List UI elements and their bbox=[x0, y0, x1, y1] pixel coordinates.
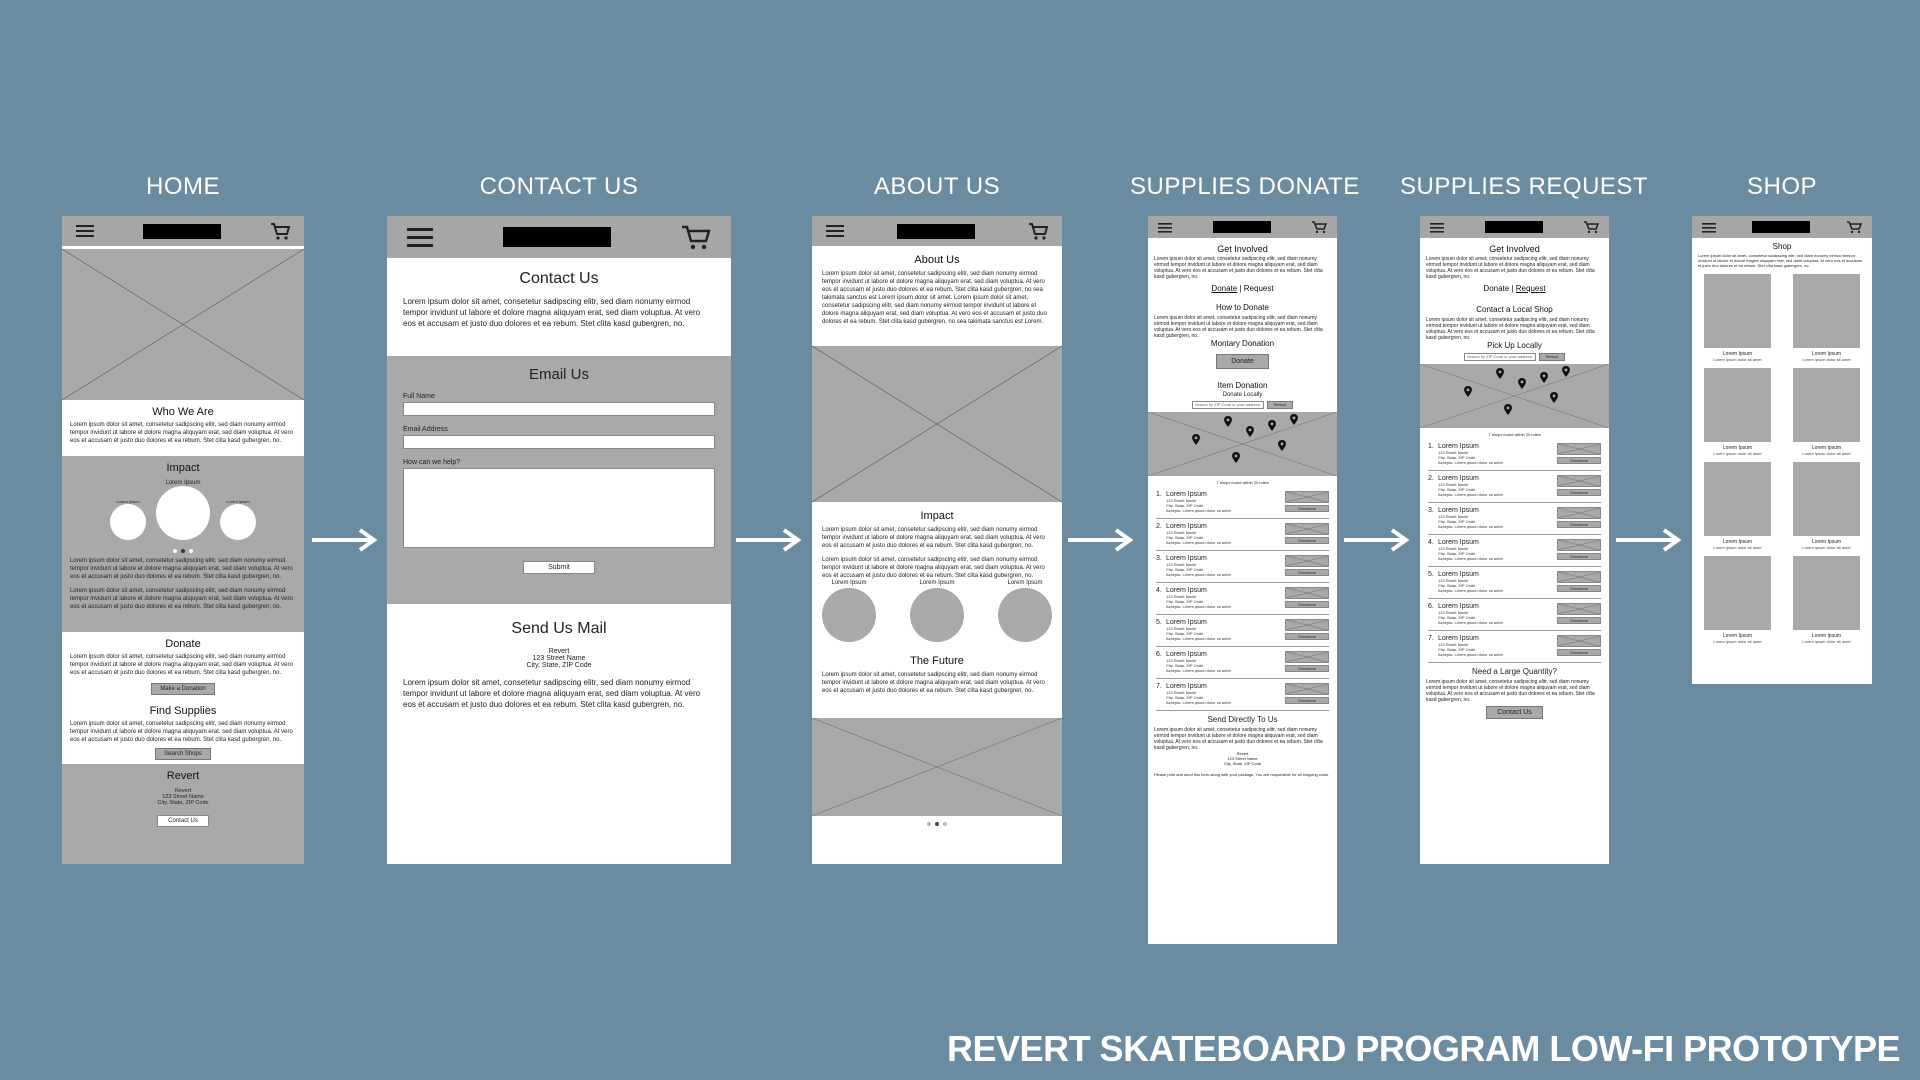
shop-city: City, State, ZIP Code bbox=[1438, 455, 1476, 460]
email-form bbox=[387, 356, 731, 604]
directions-button[interactable]: Directions bbox=[1285, 633, 1329, 640]
shop-image-placeholder bbox=[1285, 555, 1329, 567]
shop-image-placeholder bbox=[1557, 635, 1601, 647]
product-description: Lorem ipsum dolor sit amet bbox=[1802, 639, 1851, 644]
logo[interactable] bbox=[1485, 221, 1543, 233]
shop-street: 123 Street Name bbox=[1166, 626, 1197, 631]
find-supplies-heading: Find Supplies bbox=[149, 705, 217, 717]
product-card[interactable] bbox=[1704, 556, 1771, 644]
shop-accepts: Accepts: Lorem ipsum dolor sit amet bbox=[1438, 652, 1503, 657]
product-description: Lorem ipsum dolor sit amet bbox=[1713, 639, 1762, 644]
product-card[interactable] bbox=[1704, 368, 1771, 456]
list-item-number: 6. bbox=[1428, 603, 1434, 610]
logo[interactable] bbox=[503, 227, 611, 247]
product-description: Lorem ipsum dolor sit amet bbox=[1713, 357, 1762, 362]
product-card[interactable] bbox=[1793, 462, 1860, 550]
shop-city: City, State, ZIP Code bbox=[1166, 599, 1204, 604]
address-name: Revert bbox=[1236, 751, 1249, 756]
map-pin-icon[interactable] bbox=[1246, 426, 1254, 437]
directions-button[interactable]: Directions bbox=[1557, 553, 1601, 560]
product-image-placeholder[interactable] bbox=[1793, 274, 1860, 348]
full-name-label: Full Name bbox=[403, 393, 435, 400]
arrow-icon bbox=[734, 528, 804, 552]
contact-intro-text: Lorem ipsum dolor sit amet, consetetur sadipscing elitr, sed diam nonumy eirmod tempor invidunt ut labore et dolore magna aliquyam erat, sed diam voluptua. At vero eos et accusam et justo duo dolores et ea rebum. Stet clita kasd gubergren, no. bbox=[403, 297, 701, 328]
submit-button[interactable]: Submit bbox=[523, 561, 595, 574]
product-description: Lorem ipsum dolor sit amet bbox=[1713, 545, 1762, 550]
impact-text: Lorem ipsum dolor sit amet, consetetur sadipscing elitr, sed diam nonumy eirmod tempor invidunt ut labore et dolore magna aliquyam erat, sed diam voluptua. At vero eos et accusam et justo duo dolores et ea rebum. Stet clita kasd gubergren, no. bbox=[822, 557, 1045, 579]
shop-street: 123 Street Name bbox=[1438, 610, 1469, 615]
email-address-input[interactable] bbox=[403, 435, 715, 449]
contact-local-text: Lorem ipsum dolor sit amet, consetetur sadipscing elitr, sed diam nonumy eirmod tempor invidunt ut labore et dolore magna aliquyam erat, sed diam voluptua. At vero eos et accusam et justo duo dolores et ea rebum. Stet clita kasd gubergren, no. bbox=[1426, 317, 1595, 341]
impact-circle bbox=[220, 504, 256, 540]
product-description: Lorem ipsum dolor sit amet bbox=[1802, 545, 1851, 550]
how-to-text: Lorem ipsum dolor sit amet, consetetur sadipscing elitr, sed diam nonumy eirmod tempor invidunt ut labore et dolore magna aliquyam erat, sed diam voluptua. At vero eos et accusam et justo duo dolores et ea rebum. Stet clita kasd gubergren, no. bbox=[1154, 315, 1323, 339]
shop-name[interactable]: Lorem Ipsum bbox=[1166, 619, 1207, 626]
shop-street: 123 Street Name bbox=[1438, 578, 1469, 583]
shop-image-placeholder bbox=[1557, 507, 1601, 519]
cart-icon[interactable] bbox=[1846, 220, 1862, 234]
search-button[interactable]: Search bbox=[1267, 401, 1293, 409]
logo[interactable] bbox=[143, 224, 221, 239]
shop-city: City, State, ZIP Code bbox=[1438, 615, 1476, 620]
contact-us-heading: Contact Us bbox=[519, 270, 599, 287]
shop-city: City, State, ZIP Code bbox=[1438, 647, 1476, 652]
circle-label: Lorem Ipsum bbox=[116, 499, 140, 504]
list-item-number: 1. bbox=[1156, 491, 1162, 498]
shop-list bbox=[1420, 439, 1609, 663]
message-textarea[interactable] bbox=[403, 468, 715, 548]
product-name: Lorem Ipsum bbox=[1722, 633, 1753, 639]
contact-us-button[interactable]: Contact Us bbox=[1486, 706, 1543, 719]
shop-accepts: Accepts: Lorem ipsum dolor sit amet bbox=[1166, 668, 1231, 673]
directions-button[interactable]: Directions bbox=[1557, 457, 1601, 464]
shop-heading: Shop bbox=[1772, 242, 1792, 251]
shop-accepts: Accepts: Lorem ipsum dolor sit amet bbox=[1438, 492, 1503, 497]
large-quantity-heading: Need a Large Quantity? bbox=[1472, 667, 1557, 676]
map-pin-icon[interactable] bbox=[1562, 366, 1570, 377]
shop-accepts: Accepts: Lorem ipsum dolor sit amet bbox=[1438, 460, 1503, 465]
shop-city: City, State, ZIP Code bbox=[1166, 535, 1204, 540]
map-placeholder[interactable] bbox=[1148, 412, 1337, 476]
list-item-number: 3. bbox=[1156, 555, 1162, 562]
impact-text: Lorem ipsum dolor sit amet, consetetur sadipscing elitr, sed diam nonumy eirmod tempor invidunt ut labore et dolore magna aliquyam erat, sed diam voluptua. At vero eos et accusam et justo duo dolores et ea rebum. Stet clita kasd gubergren, no. bbox=[70, 588, 293, 610]
list-item-number: 4. bbox=[1156, 587, 1162, 594]
home-header bbox=[62, 216, 304, 246]
get-involved-text: Lorem ipsum dolor sit amet, consetetur sadipscing elitr, sed diam nonumy eirmod tempor invidunt ut labore et dolore magna aliquyam erat, sed diam voluptua. At vero eos et accusam et justo duo dolores et ea rebum. Stet clita kasd gubergren, no. bbox=[1154, 256, 1323, 280]
product-card[interactable] bbox=[1793, 368, 1860, 456]
future-image-placeholder bbox=[812, 718, 1062, 816]
menu-icon[interactable] bbox=[76, 224, 94, 238]
address-city: City, State, ZIP Code bbox=[1223, 761, 1262, 766]
shop-image-placeholder bbox=[1285, 619, 1329, 631]
label-request: SUPPLIES REQUEST bbox=[1400, 173, 1649, 200]
shipping-note: Please print and send this form along with your package. You are responsible for all shipping costs. bbox=[1154, 772, 1330, 777]
shop-city: City, State, ZIP Code bbox=[1438, 551, 1476, 556]
list-item[interactable] bbox=[1428, 599, 1601, 631]
shop-image-placeholder bbox=[1285, 651, 1329, 663]
cart-icon[interactable] bbox=[681, 224, 711, 250]
label-donate: SUPPLIES DONATE bbox=[1130, 173, 1360, 200]
map-pin-icon[interactable] bbox=[1464, 386, 1472, 397]
list-item-number: 2. bbox=[1156, 523, 1162, 530]
address-name: Revert bbox=[548, 648, 570, 655]
request-tab-link[interactable]: Request bbox=[1515, 284, 1546, 293]
shop-image-placeholder bbox=[1285, 491, 1329, 503]
arrow-icon bbox=[310, 528, 380, 552]
product-name: Lorem Ipsum bbox=[1811, 445, 1842, 451]
circle-label: Lorem Ipsum bbox=[226, 499, 250, 504]
shop-accepts: Accepts: Lorem ipsum dolor sit amet bbox=[1166, 700, 1231, 705]
email-us-heading: Email Us bbox=[528, 366, 589, 383]
shop-accepts: Accepts: Lorem ipsum dolor sit amet bbox=[1166, 572, 1231, 577]
menu-icon[interactable] bbox=[1158, 222, 1172, 233]
list-item-number: 7. bbox=[1428, 635, 1434, 642]
menu-icon[interactable] bbox=[1702, 222, 1716, 233]
full-name-input[interactable] bbox=[403, 402, 715, 416]
impact-heading: Impact bbox=[920, 510, 954, 522]
results-count: 7 shops found within 20 miles bbox=[1488, 432, 1541, 437]
impact-circle bbox=[910, 588, 964, 642]
product-card[interactable] bbox=[1704, 274, 1771, 362]
directions-button[interactable]: Directions bbox=[1557, 489, 1601, 496]
list-item[interactable] bbox=[1156, 487, 1329, 519]
list-item[interactable] bbox=[1428, 503, 1601, 535]
future-heading: The Future bbox=[910, 655, 964, 667]
shop-street: 123 Street Name bbox=[1166, 690, 1197, 695]
shop-accepts: Accepts: Lorem ipsum dolor sit amet bbox=[1438, 524, 1503, 529]
list-item-number: 4. bbox=[1428, 539, 1434, 546]
impact-circle bbox=[822, 588, 876, 642]
contact-screen bbox=[387, 216, 731, 864]
arrow-icon bbox=[1066, 528, 1136, 552]
hero-image-placeholder bbox=[62, 246, 304, 400]
logo[interactable] bbox=[1213, 221, 1271, 233]
circle-label: Lorem Ipsum bbox=[919, 580, 955, 586]
send-mail-heading: Send Us Mail bbox=[511, 620, 607, 637]
get-involved-heading: Get Involved bbox=[1489, 244, 1540, 254]
who-we-are-text: Lorem ipsum dolor sit amet, consetetur sadipscing elitr, sed diam nonumy eirmod tempor invidunt ut labore et dolore magna aliquyam erat, sed diam voluptua. At vero eos et accusam et justo duo dolores et ea rebum. Stet clita kasd gubergren, no. bbox=[70, 422, 293, 444]
map-pin-icon[interactable] bbox=[1232, 452, 1240, 463]
impact-heading: Impact bbox=[166, 462, 200, 474]
shop-accepts: Accepts: Lorem ipsum dolor sit amet bbox=[1438, 588, 1503, 593]
list-item[interactable] bbox=[1156, 615, 1329, 647]
carousel-dots[interactable] bbox=[70, 549, 296, 553]
shop-accepts: Accepts: Lorem ipsum dolor sit amet bbox=[1166, 636, 1231, 641]
cart-icon[interactable] bbox=[1583, 220, 1599, 234]
get-involved-text: Lorem ipsum dolor sit amet, consetetur sadipscing elitr, sed diam nonumy eirmod tempor invidunt ut labore et dolore magna aliquyam erat, sed diam voluptua. At vero eos et accusam et justo duo dolores et ea rebum. Stet clita kasd gubergren, no. bbox=[1426, 256, 1595, 280]
product-card[interactable] bbox=[1793, 556, 1860, 644]
shop-header bbox=[1692, 216, 1872, 238]
product-image-placeholder[interactable] bbox=[1704, 368, 1771, 442]
impact-text: Lorem ipsum dolor sit amet, consetetur sadipscing elitr, sed diam nonumy eirmod tempor invidunt ut labore et dolore magna aliquyam erat, sed diam voluptua. At vero eos et accusam et justo duo dolores et ea rebum. Stet clita kasd gubergren, no. bbox=[822, 527, 1045, 549]
donate-heading: Donate bbox=[165, 638, 201, 650]
impact-circle bbox=[110, 504, 146, 540]
product-name: Lorem Ipsum bbox=[1722, 445, 1753, 451]
shop-city: City, State, ZIP Code bbox=[1438, 583, 1476, 588]
list-item[interactable] bbox=[1156, 551, 1329, 583]
find-supplies-text: Lorem ipsum dolor sit amet, consetetur sadipscing elitr, sed diam nonumy eirmod tempor invidunt ut labore et dolore magna aliquyam erat, sed diam voluptua. At vero eos et accusam et justo duo dolores et ea rebum. Stet clita kasd gubergren, no. bbox=[70, 721, 293, 743]
map-pin-icon[interactable] bbox=[1290, 414, 1298, 425]
product-name: Lorem Ipsum bbox=[1811, 539, 1842, 545]
address-street: 123 Street Name bbox=[532, 655, 586, 662]
make-donation-button[interactable]: Make a Donation bbox=[151, 683, 214, 695]
list-item-number: 5. bbox=[1428, 571, 1434, 578]
product-image-placeholder[interactable] bbox=[1793, 556, 1860, 630]
address-street: 123 Street Name bbox=[1227, 756, 1258, 761]
directions-button[interactable]: Directions bbox=[1285, 601, 1329, 608]
list-item[interactable] bbox=[1428, 567, 1601, 599]
search-shops-button[interactable]: Search Shops bbox=[155, 748, 211, 760]
shop-city: City, State, ZIP Code bbox=[1166, 503, 1204, 508]
shop-city: City, State, ZIP Code bbox=[1166, 567, 1204, 572]
shop-accepts: Accepts: Lorem ipsum dolor sit amet bbox=[1166, 540, 1231, 545]
label-home: HOME bbox=[146, 173, 220, 200]
arrow-icon bbox=[1342, 528, 1412, 552]
shop-street: 123 Street Name bbox=[1438, 642, 1469, 647]
circle-label: Lorem Ipsum bbox=[165, 480, 201, 486]
about-header bbox=[812, 216, 1062, 246]
shop-name[interactable]: Lorem Ipsum bbox=[1438, 475, 1479, 482]
shop-street: 123 Street Name bbox=[1438, 482, 1469, 487]
shop-image-placeholder bbox=[1557, 539, 1601, 551]
home-screen bbox=[62, 216, 304, 864]
circle-label: Lorem Ipsum bbox=[831, 580, 867, 586]
product-image-placeholder[interactable] bbox=[1793, 462, 1860, 536]
product-name: Lorem Ipsum bbox=[1722, 351, 1753, 357]
list-item-number: 7. bbox=[1156, 683, 1162, 690]
shop-street: 123 Street Name bbox=[1166, 530, 1197, 535]
about-us-heading: About Us bbox=[914, 254, 960, 266]
directions-button[interactable]: Directions bbox=[1285, 537, 1329, 544]
map-pin-icon[interactable] bbox=[1518, 378, 1526, 389]
shop-name[interactable]: Lorem Ipsum bbox=[1166, 523, 1207, 530]
contact-local-heading: Contact a Local Shop bbox=[1476, 305, 1553, 314]
shop-accepts: Accepts: Lorem ipsum dolor sit amet bbox=[1438, 556, 1503, 561]
arrow-icon bbox=[1614, 528, 1684, 552]
contact-header bbox=[387, 216, 731, 258]
shop-name[interactable]: Lorem Ipsum bbox=[1166, 491, 1207, 498]
shop-image-placeholder bbox=[1557, 475, 1601, 487]
directions-button[interactable]: Directions bbox=[1285, 505, 1329, 512]
list-item[interactable] bbox=[1156, 679, 1329, 711]
address-street: 123 Street Name bbox=[162, 794, 204, 800]
cart-icon[interactable] bbox=[1028, 222, 1048, 240]
product-image-placeholder[interactable] bbox=[1704, 274, 1771, 348]
directions-button[interactable]: Directions bbox=[1557, 617, 1601, 624]
shop-name[interactable]: Lorem Ipsum bbox=[1438, 571, 1479, 578]
request-tab-link[interactable]: Request bbox=[1243, 284, 1274, 293]
cart-icon[interactable] bbox=[270, 222, 290, 240]
donate-tab-link[interactable]: Donate bbox=[1483, 284, 1510, 293]
logo[interactable] bbox=[897, 224, 975, 239]
product-description: Lorem ipsum dolor sit amet bbox=[1802, 451, 1851, 456]
send-directly-heading: Send Directly To Us bbox=[1207, 715, 1278, 724]
shop-street: 123 Street Name bbox=[1166, 498, 1197, 503]
donate-screen bbox=[1148, 216, 1337, 944]
address-city: City, State, ZIP Code bbox=[526, 662, 592, 669]
label-shop: SHOP bbox=[1746, 173, 1817, 200]
menu-icon[interactable] bbox=[407, 227, 433, 247]
about-image-placeholder bbox=[812, 346, 1062, 502]
shop-image-placeholder bbox=[1285, 587, 1329, 599]
list-item[interactable] bbox=[1156, 583, 1329, 615]
donate-button[interactable]: Donate bbox=[1216, 354, 1269, 369]
results-count: 7 shops found within 20 miles bbox=[1216, 480, 1269, 485]
shop-street: 123 Street Name bbox=[1166, 658, 1197, 663]
list-item[interactable] bbox=[1428, 631, 1601, 663]
mail-text: Lorem ipsum dolor sit amet, consetetur sadipscing elitr, sed diam nonumy eirmod tempor invidunt ut labore et dolore magna aliquyam erat, sed diam voluptua. At vero eos et accusam et justo duo dolores et ea rebum. Stet clita kasd gubergren, no. bbox=[403, 678, 701, 709]
directions-button[interactable]: Directions bbox=[1557, 649, 1601, 656]
directions-button[interactable]: Directions bbox=[1557, 585, 1601, 592]
monetary-heading: Montary Donation bbox=[1210, 339, 1275, 348]
impact-circle bbox=[156, 486, 210, 540]
map-placeholder[interactable] bbox=[1420, 364, 1609, 428]
shop-city: City, State, ZIP Code bbox=[1438, 487, 1476, 492]
help-label: How can we help? bbox=[403, 459, 461, 466]
shop-image-placeholder bbox=[1557, 603, 1601, 615]
email-address-label: Email Address bbox=[403, 426, 448, 433]
shop-screen bbox=[1692, 216, 1872, 684]
map-pin-icon[interactable] bbox=[1496, 368, 1504, 379]
map-pin-icon[interactable] bbox=[1504, 404, 1512, 415]
donate-text: Lorem ipsum dolor sit amet, consetetur sadipscing elitr, sed diam nonumy eirmod tempor invidunt ut labore et dolore magna aliquyam erat, sed diam voluptua. At vero eos et accusam et justo duo dolores et ea rebum. Stet clita kasd gubergren, no. bbox=[70, 654, 293, 676]
product-image-placeholder[interactable] bbox=[1793, 368, 1860, 442]
donate-tab-link[interactable]: Donate bbox=[1211, 284, 1238, 293]
list-item-number: 3. bbox=[1428, 507, 1434, 514]
product-name: Lorem Ipsum bbox=[1811, 633, 1842, 639]
who-we-are-heading: Who We Are bbox=[152, 406, 214, 418]
menu-icon[interactable] bbox=[826, 224, 844, 238]
shop-name[interactable]: Lorem Ipsum bbox=[1438, 443, 1479, 450]
shop-name[interactable]: Lorem Ipsum bbox=[1166, 555, 1207, 562]
label-contact: CONTACT US bbox=[479, 173, 639, 200]
directions-button[interactable]: Directions bbox=[1285, 569, 1329, 576]
map-pin-icon[interactable] bbox=[1268, 420, 1276, 431]
shop-street: 123 Street Name bbox=[1438, 514, 1469, 519]
request-screen bbox=[1420, 216, 1609, 864]
shop-list bbox=[1148, 487, 1337, 711]
impact-circle bbox=[998, 588, 1052, 642]
shop-street: 123 Street Name bbox=[1438, 450, 1469, 455]
send-directly-text: Lorem ipsum dolor sit amet, consetetur sadipscing elitr, sed diam nonumy eirmod tempor invidunt ut labore et dolore magna aliquyam erat, sed diam voluptua. At vero eos et accusam et justo duo dolores et ea rebum. Stet clita kasd gubergren, no. bbox=[1154, 727, 1323, 751]
label-about: ABOUT US bbox=[873, 173, 1001, 200]
product-name: Lorem Ipsum bbox=[1811, 351, 1842, 357]
impact-text: Lorem ipsum dolor sit amet, consetetur sadipscing elitr, sed diam nonumy eirmod tempor invidunt ut labore et dolore magna aliquyam erat, sed diam voluptua. At vero eos et accusam et justo duo dolores et ea rebum. Stet clita kasd gubergren, no. bbox=[70, 558, 293, 580]
tab-separator: | bbox=[1239, 284, 1242, 293]
list-item[interactable] bbox=[1428, 471, 1601, 503]
shop-name[interactable]: Lorem Ipsum bbox=[1166, 651, 1207, 658]
large-quantity-text: Lorem ipsum dolor sit amet, consetetur sadipscing elitr, sed diam nonumy eirmod tempor invidunt ut labore et dolore magna aliquyam erat, sed diam voluptua. At vero eos et accusam et justo duo dolores et ea rebum. Stet clita kasd gubergren, no. bbox=[1426, 679, 1595, 703]
request-header bbox=[1420, 216, 1609, 238]
product-description: Lorem ipsum dolor sit amet bbox=[1713, 451, 1762, 456]
zip-search-input[interactable]: Search by ZIP Code or your address bbox=[1192, 401, 1264, 409]
zip-search-input[interactable]: Search by ZIP Code or your address bbox=[1464, 353, 1536, 361]
contact-us-button[interactable]: Contact Us bbox=[157, 815, 209, 827]
shop-image-placeholder bbox=[1285, 523, 1329, 535]
shop-image-placeholder bbox=[1285, 683, 1329, 695]
shop-name[interactable]: Lorem Ipsum bbox=[1438, 507, 1479, 514]
product-card[interactable] bbox=[1793, 274, 1860, 362]
shop-name[interactable]: Lorem Ipsum bbox=[1438, 603, 1479, 610]
list-item[interactable] bbox=[1428, 535, 1601, 567]
menu-icon[interactable] bbox=[1430, 222, 1444, 233]
about-text: Lorem ipsum dolor sit amet, consetetur sadipscing elitr, sed diam nonumy eirmod tempor invidunt ut labore et dolore magna aliquyam erat, sed diam voluptua. At vero eos et accusam et justo duo dolores et ea rebum. Stet clita kasd gubergren, no sea takimata sanctus est Lorem ipsum dolor sit amet. Lorem ipsum dolor sit amet, consetetur sadipscing elitr, sed diam nonumy eirmod tempor invidunt ut labore et dolore magna aliquyam erat, sed diam voluptua. At vero eos et accusam et justo duo dolores et ea rebum. Stet clita kasd gubergren, no sea takimata sanctus est Lorem. bbox=[822, 271, 1047, 325]
get-involved-heading: Get Involved bbox=[1217, 244, 1268, 254]
shop-image-placeholder bbox=[1557, 571, 1601, 583]
shop-name[interactable]: Lorem Ipsum bbox=[1166, 587, 1207, 594]
shop-accepts: Accepts: Lorem ipsum dolor sit amet bbox=[1438, 620, 1503, 625]
map-pin-icon[interactable] bbox=[1278, 440, 1286, 451]
future-text: Lorem ipsum dolor sit amet, consetetur sadipscing elitr, sed diam nonumy eirmod tempor invidunt ut labore et dolore magna aliquyam erat, sed diam voluptua. At vero eos et accusam et justo duo dolores et ea rebum. Stet clita kasd gubergren, no. bbox=[822, 672, 1045, 694]
shop-name[interactable]: Lorem Ipsum bbox=[1166, 683, 1207, 690]
shop-city: City, State, ZIP Code bbox=[1166, 695, 1204, 700]
directions-button[interactable]: Directions bbox=[1285, 697, 1329, 704]
revert-heading: Revert bbox=[166, 770, 200, 782]
shop-street: 123 Street Name bbox=[1166, 562, 1197, 567]
cart-icon[interactable] bbox=[1311, 220, 1327, 234]
shop-city: City, State, ZIP Code bbox=[1166, 631, 1204, 636]
list-item[interactable] bbox=[1156, 519, 1329, 551]
logo[interactable] bbox=[1752, 221, 1810, 233]
prototype-title: REVERT SKATEBOARD PROGRAM LOW-FI PROTOTYPE bbox=[947, 1028, 1900, 1069]
list-item-number: 1. bbox=[1428, 443, 1434, 450]
map-pin-icon[interactable] bbox=[1540, 372, 1548, 383]
shop-city: City, State, ZIP Code bbox=[1438, 519, 1476, 524]
address-name: Revert bbox=[174, 788, 192, 794]
product-card[interactable] bbox=[1704, 462, 1771, 550]
shop-street: 123 Street Name bbox=[1438, 546, 1469, 551]
shop-intro-text: Lorem ipsum dolor sit amet, consetetur sadipscing elitr, sed diam nonumy eirmod tempor invidunt ut labore et dolore magna aliquyam erat, sed diam voluptua. At vero eos et accusam et justo duo dolores et ea rebum. Stet clita kasd gubergren, no. bbox=[1698, 253, 1863, 268]
list-item[interactable] bbox=[1156, 647, 1329, 679]
map-pin-icon[interactable] bbox=[1550, 392, 1558, 403]
address-city: City, State, ZIP Code bbox=[157, 800, 209, 806]
list-item[interactable] bbox=[1428, 439, 1601, 471]
shop-name[interactable]: Lorem Ipsum bbox=[1438, 539, 1479, 546]
list-item-number: 2. bbox=[1428, 475, 1434, 482]
circle-label: Lorem Ipsum bbox=[1007, 580, 1043, 586]
about-screen bbox=[812, 216, 1062, 864]
shop-name[interactable]: Lorem Ipsum bbox=[1438, 635, 1479, 642]
search-button[interactable]: Search bbox=[1539, 353, 1565, 361]
donate-locally-heading: Donate Locally bbox=[1222, 392, 1263, 398]
list-item-number: 6. bbox=[1156, 651, 1162, 658]
product-grid bbox=[1692, 268, 1872, 650]
shop-city: City, State, ZIP Code bbox=[1166, 663, 1204, 668]
map-pin-icon[interactable] bbox=[1192, 434, 1200, 445]
shop-accepts: Accepts: Lorem ipsum dolor sit amet bbox=[1166, 508, 1231, 513]
shop-street: 123 Street Name bbox=[1166, 594, 1197, 599]
map-pin-icon[interactable] bbox=[1224, 416, 1232, 427]
pickup-heading: Pick Up Locally bbox=[1487, 341, 1542, 350]
item-donation-heading: Item Donation bbox=[1217, 381, 1268, 390]
directions-button[interactable]: Directions bbox=[1285, 665, 1329, 672]
product-name: Lorem Ipsum bbox=[1722, 539, 1753, 545]
how-to-donate-heading: How to Donate bbox=[1216, 303, 1269, 312]
shop-accepts: Accepts: Lorem ipsum dolor sit amet bbox=[1166, 604, 1231, 609]
product-image-placeholder[interactable] bbox=[1704, 556, 1771, 630]
product-description: Lorem ipsum dolor sit amet bbox=[1802, 357, 1851, 362]
product-image-placeholder[interactable] bbox=[1704, 462, 1771, 536]
tab-separator: | bbox=[1511, 284, 1514, 293]
shop-image-placeholder bbox=[1557, 443, 1601, 455]
carousel-dots[interactable] bbox=[812, 822, 1062, 826]
list-item-number: 5. bbox=[1156, 619, 1162, 626]
donate-header bbox=[1148, 216, 1337, 238]
directions-button[interactable]: Directions bbox=[1557, 521, 1601, 528]
